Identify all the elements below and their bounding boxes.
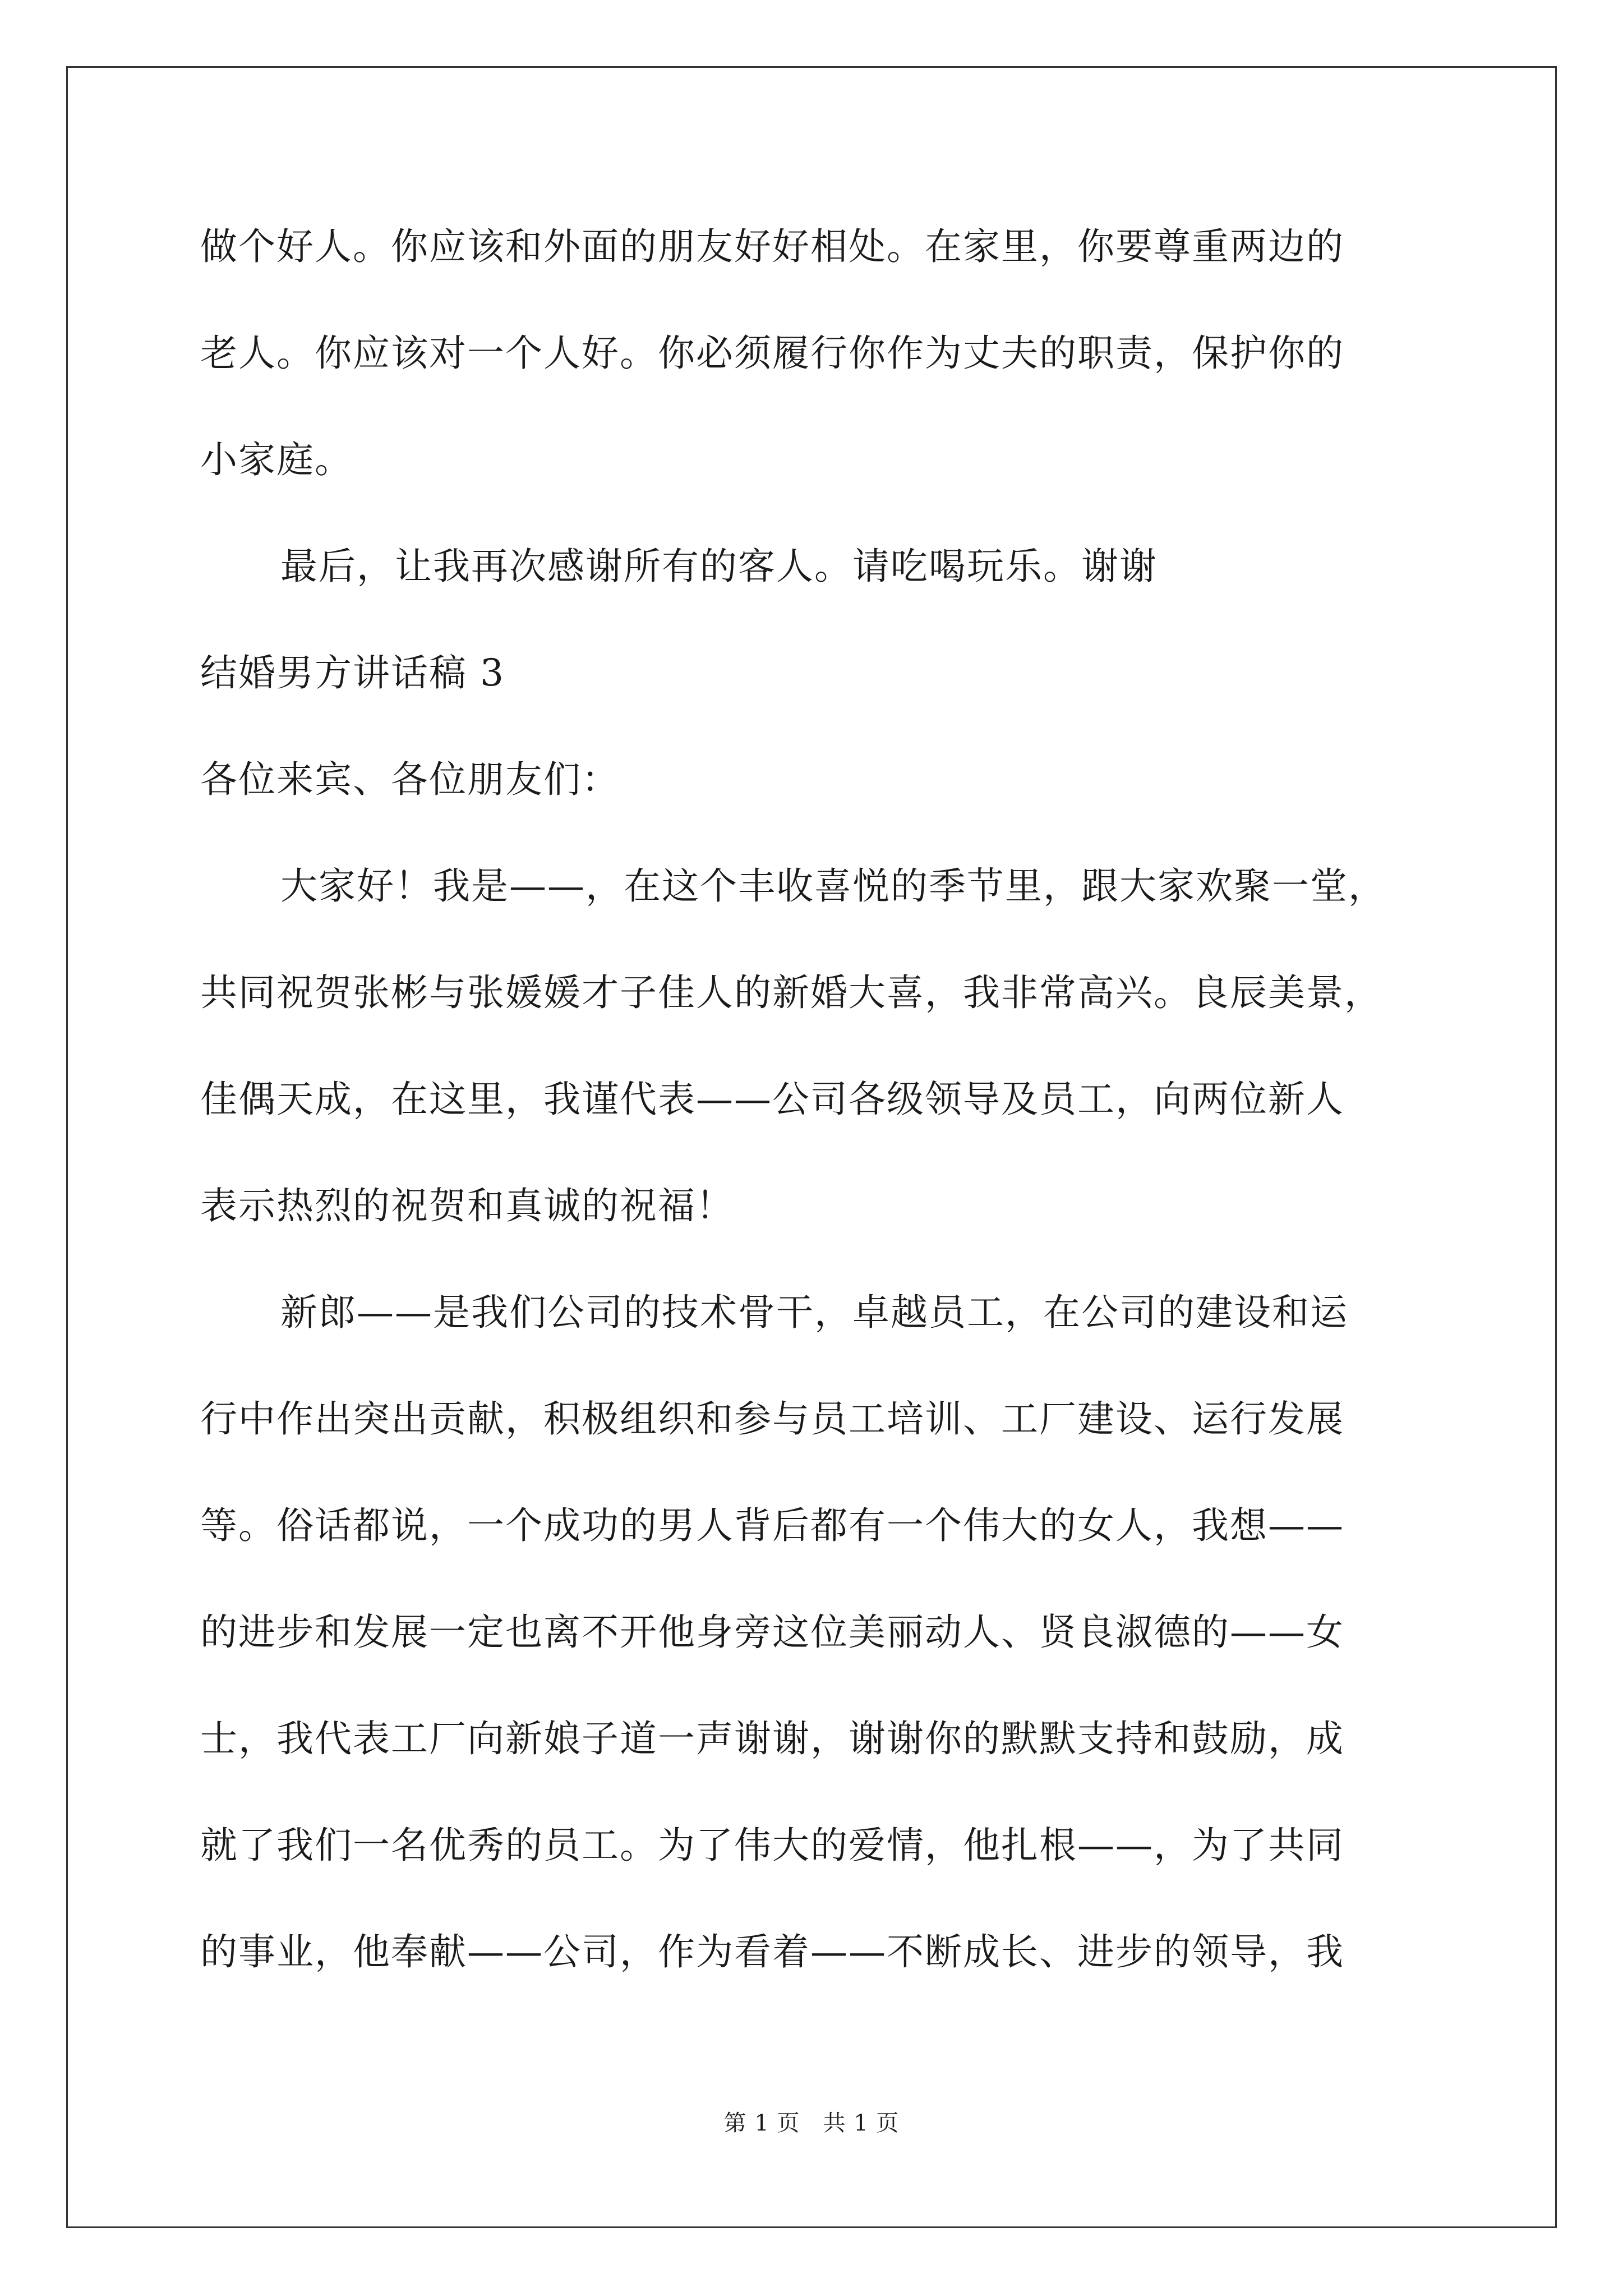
text-line-14: 的进步和发展一定也离不开他身旁这位美丽动人、贤良淑德的——女 [200, 1611, 1344, 1654]
page-frame [66, 66, 1557, 2228]
text-line-3: 小家庭。 [200, 438, 353, 481]
text-line-11: 新郎——是我们公司的技术骨干，卓越员工，在公司的建设和运 [280, 1291, 1348, 1334]
text-line-2: 老人。你应该对一个人好。你必须履行你作为丈夫的职责，保护你的 [200, 332, 1344, 375]
text-line-10: 表示热烈的祝贺和真诚的祝福！ [200, 1184, 734, 1227]
text-line-7: 大家好！我是——，在这个丰收喜悦的季节里，跟大家欢聚一堂， [280, 864, 1386, 908]
text-line-17: 的事业，他奉献——公司，作为看着——不断成长、进步的领导，我 [200, 1930, 1344, 1973]
text-line-12: 行中作出突出贡献，积极组织和参与员工培训、工厂建设、运行发展 [200, 1397, 1344, 1441]
text-line-1: 做个好人。你应该和外面的朋友好好相处。在家里，你要尊重两边的 [200, 225, 1344, 268]
text-line-9: 佳偶天成，在这里，我谨代表——公司各级领导及员工，向两位新人 [200, 1078, 1344, 1121]
salutation: 各位来宾、各位朋友们： [200, 758, 620, 801]
section-heading: 结婚男方讲话稿 3 [200, 651, 505, 694]
text-line-13: 等。俗话都说，一个成功的男人背后都有一个伟大的女人，我想—— [200, 1504, 1344, 1547]
text-line-8: 共同祝贺张彬与张媛媛才子佳人的新婚大喜，我非常高兴。良辰美景， [200, 971, 1382, 1014]
page-footer: 第 1 页 共 1 页 [723, 2110, 900, 2136]
text-line-4: 最后，让我再次感谢所有的客人。请吃喝玩乐。谢谢 [280, 545, 1158, 588]
text-line-15: 士，我代表工厂向新娘子道一声谢谢，谢谢你的默默支持和鼓励，成 [200, 1717, 1344, 1760]
text-line-16: 就了我们一名优秀的员工。为了伟大的爱情，他扎根——，为了共同 [200, 1824, 1344, 1867]
